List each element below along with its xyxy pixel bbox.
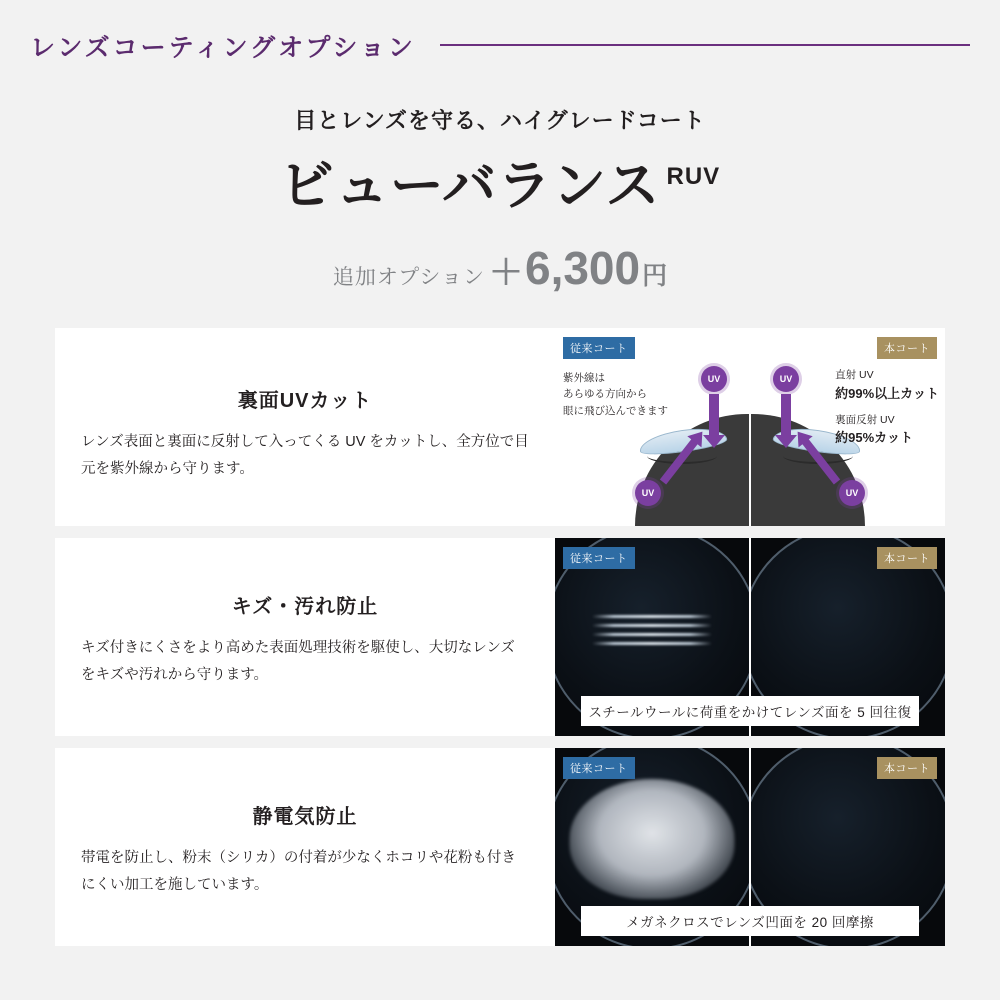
feature-description: レンズ表面と裏面に反射して入ってくる UV をカットし、全方位で目元を紫外線から守ります。 (81, 434, 529, 477)
badge-this-coat: 本コート (877, 757, 937, 779)
uv-direct-value: 約99%以上カット (835, 385, 939, 401)
badge-conventional: 従来コート (563, 337, 635, 359)
feature-row-scratch (55, 538, 945, 736)
uv-direct-label: 直射 UV (835, 369, 874, 381)
uv-back-value: 約95%カット (835, 430, 913, 446)
page-header (0, 0, 1000, 86)
feature-text-static (55, 748, 555, 946)
dust-powder (570, 779, 735, 899)
feature-text-scratch (55, 538, 555, 736)
product-name: ビューバランス (279, 156, 661, 216)
feature-image-scratch (555, 538, 945, 736)
scratch-marks (592, 613, 712, 649)
feature-description: 帯電を防止し、粉末（シリカ）の付着が少なくホコリや花粉も付きにくい加工を施しています。 (81, 850, 516, 893)
photo-caption: スチールウールに荷重をかけてレンズ面を 5 回往復 (581, 696, 919, 726)
uv-back-label: 裏面反射 UV (835, 413, 895, 426)
page-title: レンズコーティングオプション (30, 34, 416, 62)
uv-arrow-down-icon (781, 394, 791, 436)
feature-title: 静電気防止 (252, 806, 358, 828)
badge-this-coat: 本コート (877, 337, 937, 359)
uv-note-left: 紫外線は あらゆる方向から 眼に飛び込んできます (563, 372, 668, 417)
price-value: 6,300 (524, 242, 641, 294)
feature-description: キズ付きにくさをより高めた表面処理技術を駆使し、大切なレンズをキズや汚れから守ります。 (81, 640, 515, 683)
feature-title: キズ・汚れ防止 (231, 596, 379, 618)
badge-conventional: 従来コート (563, 547, 635, 569)
feature-text-uv (55, 328, 555, 526)
uv-burst-icon: UV (635, 480, 661, 506)
hero-subtitle: 目とレンズを守る、ハイグレードコート (294, 108, 706, 133)
badge-conventional: 従来コート (563, 757, 635, 779)
uv-burst-icon: UV (701, 366, 727, 392)
header-divider (440, 44, 970, 46)
hero-title-block (0, 156, 1000, 216)
badge-this-coat: 本コート (877, 547, 937, 569)
feature-row-static (55, 748, 945, 946)
feature-title: 裏面UVカット (237, 390, 373, 412)
photo-caption: メガネクロスでレンズ凹面を 20 回摩擦 (581, 906, 919, 936)
price-block (0, 241, 1000, 295)
feature-row-uv (55, 328, 945, 526)
uv-burst-icon: UV (839, 480, 865, 506)
price-currency-unit: 円 (642, 262, 668, 290)
uv-illustration (555, 328, 945, 526)
hero-section (0, 90, 1000, 305)
price-label: 追加オプション (332, 266, 485, 289)
feature-image-uv (555, 328, 945, 526)
feature-image-static (555, 748, 945, 946)
uv-note-right (835, 368, 939, 457)
price-plus-sign: ＋ (488, 254, 523, 292)
uv-burst-icon: UV (773, 366, 799, 392)
uv-arrow-down-icon (709, 394, 719, 436)
product-name-suffix: RUV (666, 163, 721, 190)
